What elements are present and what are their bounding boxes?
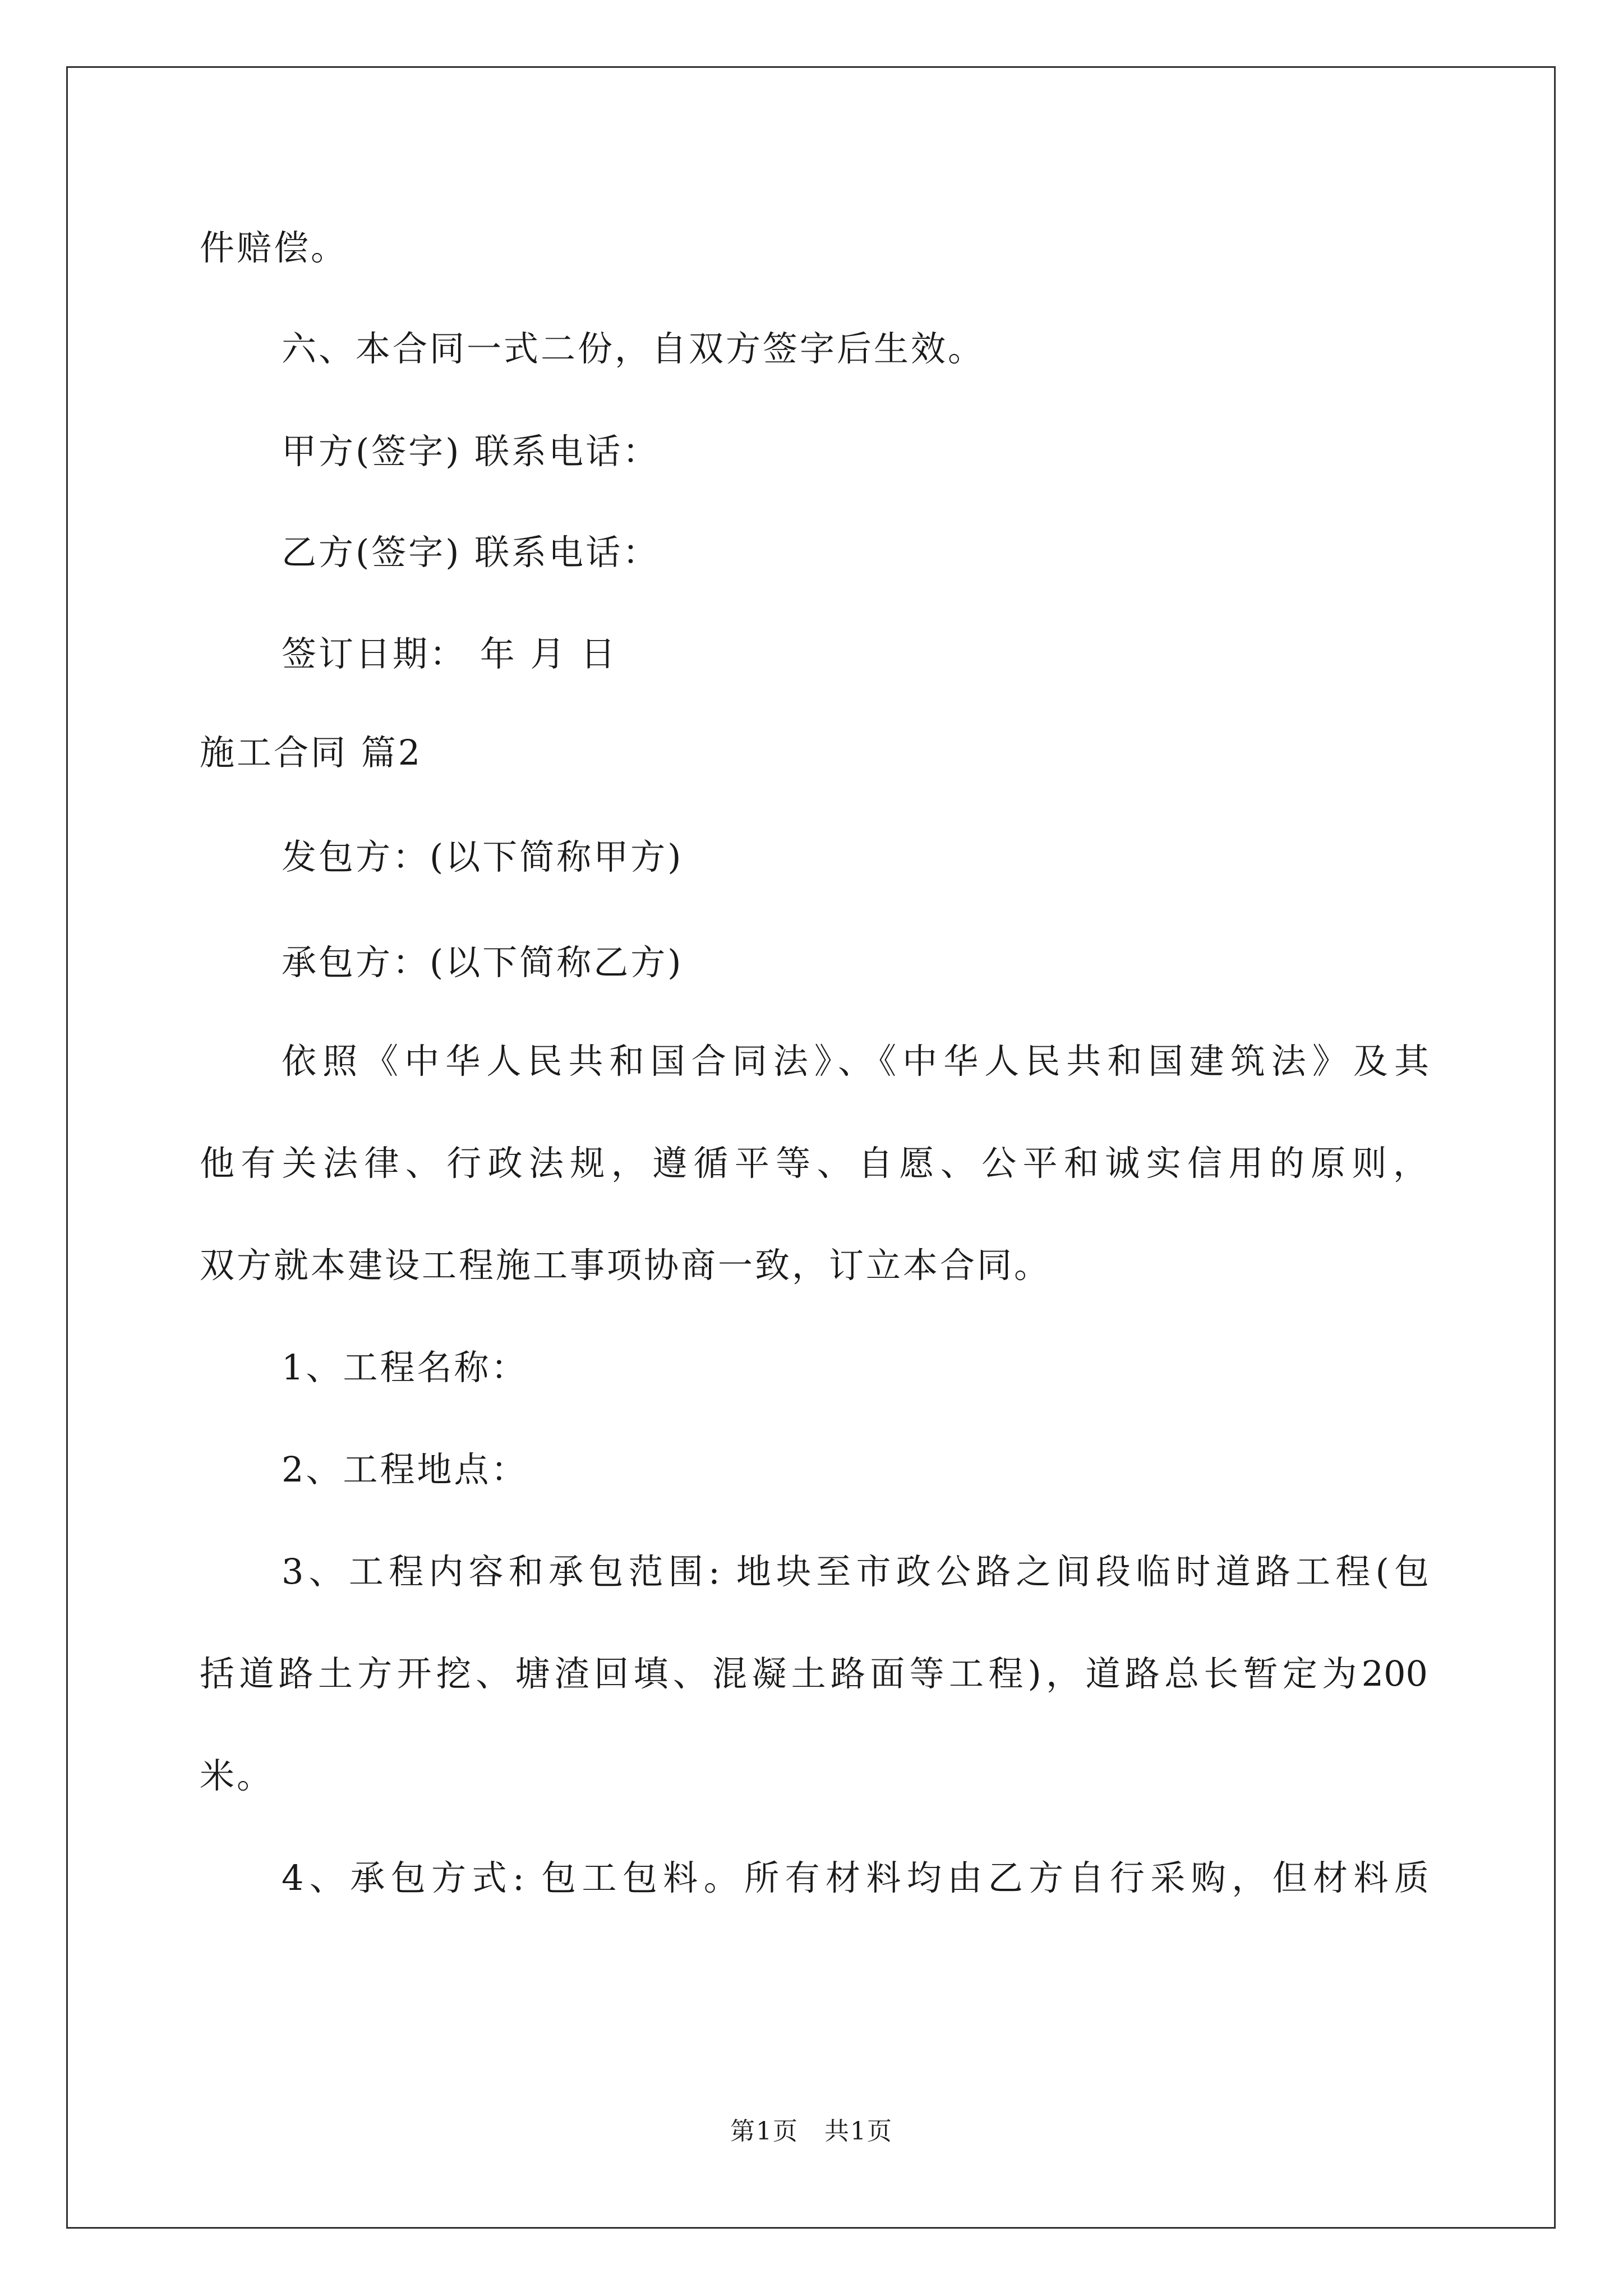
text-line: 甲方(签字) 联系电话： — [282, 431, 660, 472]
text-line: 4、承包方式: 包工包料。所有材料均由乙方自行采购，但材料质 — [282, 1857, 1429, 1898]
text-line: 发包方：(以下简称甲方) — [282, 836, 684, 877]
section-heading: 施工合同 篇2 — [200, 732, 423, 773]
page-number: 第1页 共1页 — [730, 2117, 893, 2146]
text-line: 米。 — [200, 1755, 274, 1796]
text-line: 乙方(签字) 联系电话： — [282, 532, 660, 573]
text-line: 3、工程内容和承包范围: 地块至市政公路之间段临时道路工程(包 — [282, 1551, 1429, 1592]
text-line: 2、工程地点： — [282, 1449, 528, 1490]
text-line: 六、本合同一式二份，自双方签字后生效。 — [282, 328, 985, 369]
text-line: 依照《中华人民共和国合同法》、《中华人民共和国建筑法》及其 — [282, 1041, 1429, 1082]
text-line: 括道路土方开挖、塘渣回填、混凝土路面等工程)，道路总长暂定为200 — [200, 1653, 1428, 1694]
text-line: 件赔偿。 — [200, 227, 348, 268]
text-line: 他有关法律、行政法规，遵循平等、自愿、公平和诚实信用的原则， — [200, 1143, 1428, 1184]
text-line: 双方就本建设工程施工事项协商一致，订立本合同。 — [200, 1245, 1052, 1286]
text-line: 承包方：(以下简称乙方) — [282, 942, 684, 983]
text-line: 签订日期： 年 月 日 — [282, 633, 618, 674]
text-line: 1、工程名称： — [282, 1347, 528, 1388]
